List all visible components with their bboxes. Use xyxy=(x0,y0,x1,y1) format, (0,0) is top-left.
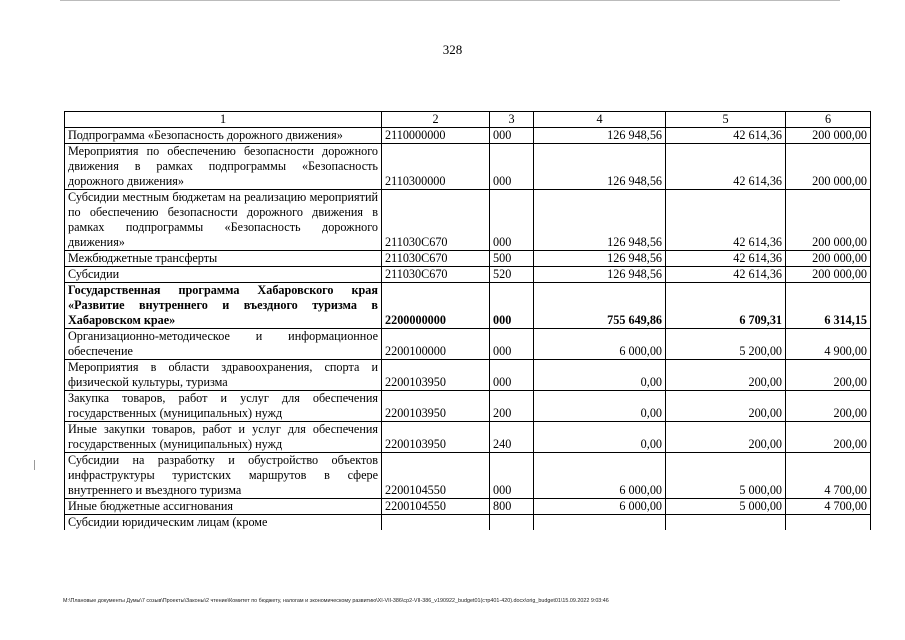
row-amount-2024-cell: 6 314,15 xyxy=(786,283,871,329)
page-number: 328 xyxy=(442,42,463,57)
row-kvr-cell: 500 xyxy=(490,251,534,267)
row-code-cell: 2200100000 xyxy=(382,329,490,360)
row-name-cell: Подпрограмма «Безопасность дорожного движения» xyxy=(65,128,382,144)
column-header-1: 1 xyxy=(65,112,382,128)
table-row xyxy=(65,267,871,283)
row-kvr-cell: 000 xyxy=(490,329,534,360)
row-name-cell: Мероприятия по обеспечению безопасности дорожного движения в рамках подпрограммы «Безопасность дорожного движения» xyxy=(65,144,382,190)
row-code-cell: 211030С670 xyxy=(382,251,490,267)
row-amount-2023-cell: 42 614,36 xyxy=(666,144,786,190)
table-row xyxy=(65,144,871,190)
row-name-cell: Субсидии xyxy=(65,267,382,283)
row-amount-2022-cell: 0,00 xyxy=(534,360,666,391)
budget-table xyxy=(64,111,871,530)
row-kvr-cell: 240 xyxy=(490,422,534,453)
table-row xyxy=(65,391,871,422)
row-amount-2022-cell: 126 948,56 xyxy=(534,190,666,251)
table-row xyxy=(65,128,871,144)
column-header-4: 4 xyxy=(534,112,666,128)
row-name-cell: Межбюджетные трансферты xyxy=(65,251,382,267)
row-amount-2022-cell xyxy=(534,515,666,531)
row-code-cell: 2110300000 xyxy=(382,144,490,190)
row-name-cell: Иные закупки товаров, работ и услуг для обеспечения государственных (муниципальных) нужд xyxy=(65,422,382,453)
row-code-cell: 2200000000 xyxy=(382,283,490,329)
row-amount-2022-cell: 126 948,56 xyxy=(534,144,666,190)
row-kvr-cell: 520 xyxy=(490,267,534,283)
row-name-cell: Субсидии на разработку и обустройство объектов инфраструктуры туристских маршрутов в сфере внутреннего и въездного туризма xyxy=(65,453,382,499)
row-amount-2023-cell: 5 000,00 xyxy=(666,499,786,515)
table-row xyxy=(65,499,871,515)
row-amount-2022-cell: 6 000,00 xyxy=(534,329,666,360)
row-code-cell xyxy=(382,515,490,531)
row-name-cell: Государственная программа Хабаровского края «Развитие внутреннего и въездного туризма в Хабаровском крае» xyxy=(65,283,382,329)
table-row xyxy=(65,283,871,329)
table-row xyxy=(65,190,871,251)
table-row xyxy=(65,515,871,531)
column-header-5: 5 xyxy=(666,112,786,128)
row-amount-2024-cell: 200,00 xyxy=(786,391,871,422)
row-amount-2023-cell: 200,00 xyxy=(666,422,786,453)
document-file-path: M:\Плановые документы Думы\7 созыв\Проекты\Законы\2 чтение\Комитет по бюджету, налогам и экономическому развитию\XI-VII-386\ср2-VII-386_v190922_budget01(стр401-420).docx\orig_budget01\15.09.2022 9:03:46 xyxy=(63,598,609,604)
row-name-cell: Иные бюджетные ассигнования xyxy=(65,499,382,515)
row-amount-2022-cell: 126 948,56 xyxy=(534,128,666,144)
row-code-cell: 211030С670 xyxy=(382,190,490,251)
row-name-cell: Субсидии местным бюджетам на реализацию мероприятий по обеспечению безопасности дорожного движения в рамках подпрограммы «Безопасность дорожного движения» xyxy=(65,190,382,251)
row-code-cell: 2200104550 xyxy=(382,453,490,499)
row-amount-2023-cell: 42 614,36 xyxy=(666,267,786,283)
row-name-cell: Закупка товаров, работ и услуг для обеспечения государственных (муниципальных) нужд xyxy=(65,391,382,422)
row-name-cell: Мероприятия в области здравоохранения, спорта и физической культуры, туризма xyxy=(65,360,382,391)
row-amount-2024-cell: 200,00 xyxy=(786,360,871,391)
row-amount-2022-cell: 126 948,56 xyxy=(534,251,666,267)
row-amount-2024-cell: 200 000,00 xyxy=(786,251,871,267)
scan-top-edge-marks xyxy=(60,0,840,1)
row-amount-2024-cell: 4 700,00 xyxy=(786,499,871,515)
row-code-cell: 2200103950 xyxy=(382,391,490,422)
row-amount-2023-cell xyxy=(666,515,786,531)
table-header-row xyxy=(65,112,871,128)
row-amount-2022-cell: 0,00 xyxy=(534,422,666,453)
row-amount-2023-cell: 42 614,36 xyxy=(666,128,786,144)
table-row xyxy=(65,453,871,499)
row-code-cell: 2200104550 xyxy=(382,499,490,515)
row-kvr-cell xyxy=(490,515,534,531)
row-amount-2022-cell: 6 000,00 xyxy=(534,453,666,499)
row-amount-2023-cell: 42 614,36 xyxy=(666,251,786,267)
row-kvr-cell: 000 xyxy=(490,283,534,329)
row-amount-2023-cell: 6 709,31 xyxy=(666,283,786,329)
row-code-cell: 2200103950 xyxy=(382,422,490,453)
row-name-cell: Субсидии юридическим лицам (кроме xyxy=(65,515,382,531)
row-amount-2023-cell: 5 200,00 xyxy=(666,329,786,360)
column-header-2: 2 xyxy=(382,112,490,128)
row-amount-2024-cell: 200 000,00 xyxy=(786,144,871,190)
row-kvr-cell: 800 xyxy=(490,499,534,515)
row-name-cell: Организационно-методическое и информационное обеспечение xyxy=(65,329,382,360)
table-row xyxy=(65,360,871,391)
row-amount-2024-cell: 200 000,00 xyxy=(786,267,871,283)
row-amount-2024-cell: 200 000,00 xyxy=(786,128,871,144)
row-code-cell: 2200103950 xyxy=(382,360,490,391)
table-row xyxy=(65,329,871,360)
row-amount-2022-cell: 755 649,86 xyxy=(534,283,666,329)
row-amount-2024-cell: 4 700,00 xyxy=(786,453,871,499)
row-amount-2023-cell: 42 614,36 xyxy=(666,190,786,251)
row-amount-2022-cell: 6 000,00 xyxy=(534,499,666,515)
row-kvr-cell: 200 xyxy=(490,391,534,422)
table-row xyxy=(65,422,871,453)
row-code-cell: 211030С670 xyxy=(382,267,490,283)
row-amount-2023-cell: 200,00 xyxy=(666,391,786,422)
column-header-3: 3 xyxy=(490,112,534,128)
row-kvr-cell: 000 xyxy=(490,360,534,391)
scan-left-margin-mark xyxy=(34,460,35,470)
row-amount-2022-cell: 0,00 xyxy=(534,391,666,422)
row-kvr-cell: 000 xyxy=(490,453,534,499)
table-row xyxy=(65,251,871,267)
row-amount-2024-cell: 200,00 xyxy=(786,422,871,453)
row-amount-2022-cell: 126 948,56 xyxy=(534,267,666,283)
row-amount-2024-cell: 200 000,00 xyxy=(786,190,871,251)
row-amount-2023-cell: 200,00 xyxy=(666,360,786,391)
row-kvr-cell: 000 xyxy=(490,144,534,190)
row-amount-2023-cell: 5 000,00 xyxy=(666,453,786,499)
row-amount-2024-cell xyxy=(786,515,871,531)
row-code-cell: 2110000000 xyxy=(382,128,490,144)
row-kvr-cell: 000 xyxy=(490,190,534,251)
row-amount-2024-cell: 4 900,00 xyxy=(786,329,871,360)
column-header-6: 6 xyxy=(786,112,871,128)
row-kvr-cell: 000 xyxy=(490,128,534,144)
